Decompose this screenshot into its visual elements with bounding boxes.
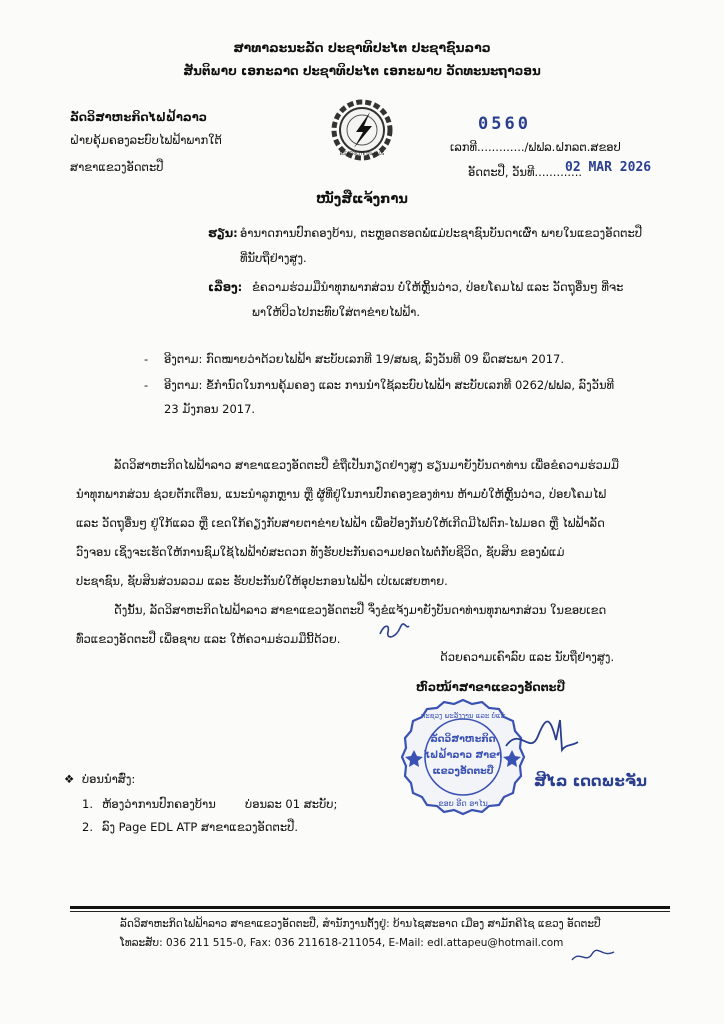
subject-label: ເລື່ອງ:: [208, 280, 243, 294]
body-p2-line1: ດັ່ງນັ້ນ, ລັດວິສາຫະກິດໄຟຟ້າລາວ ສາຂາແຂວງອັດຕະປື ຈຶ່ງຂໍແຈ້ງມາຍັງບັນດາທ່ານທຸກພາກສ່ວນ ໃນຂອບເຂດ: [114, 603, 607, 617]
reference-number: 0560: [478, 114, 531, 134]
stamp-center-line3: ແຂວງອັດຕະປື: [432, 766, 494, 777]
to-line2: ທີ່ນັບຖືຢ່າງສູງ.: [240, 251, 307, 265]
signer-position: ຫົວໜ້າສາຂາແຂວງອັດຕະປື: [416, 680, 565, 694]
edl-logo: [330, 98, 394, 162]
body-p1-line1: ລັດວິສາຫະກິດໄຟຟ້າລາວ ສາຂາແຂວງອັດຕະປື ຂໍຖືເປັນກຽດຢ່າງສູງ ຮຽນມາຍັງບັນດາທ່ານ ເພື່ອຂໍຄວາມຮ່ວມມື: [114, 458, 619, 472]
distribution-item-qty: ບ່ອນລະ 01 ສະບັບ;: [245, 797, 338, 811]
stamp-center-line2: ໄຟຟ້າລາວ ສາຂາ: [424, 750, 502, 761]
diamond-bullet-icon: ❖: [64, 772, 75, 786]
subject-line1: ຂໍຄວາມຮ່ວມມືນໍາທຸກພາກສ່ວນ ບໍ່ໃຫ້ຫຼິ້ນວ່າວ, ປ່ອຍໂຄມໄຟ ແລະ ວັດຖຸອື່ນໆ ທີ່ຈະ: [252, 280, 624, 294]
body-p1-line3: ແລະ ວັດຖຸອື່ນໆ ຢູ່ໃກ້ແລວ ຫຼື ເຂດໃກ້ຄຽງກັບສາຍຕາຂ່າຍໄຟຟ້າ ເພື່ອປ້ອງກັນບໍ່ໃຫ້ເກີດມີໄຟຕົກ-ໄຟມອດ ຫຼື ໄຟຟ້າລັດ: [76, 516, 605, 530]
initial-signature: [376, 620, 412, 642]
org-branch: ສາຂາແຂວງອັດຕະປື: [70, 160, 164, 174]
distribution-item: ລົງ Page EDL ATP ສາຂາແຂວງອັດຕະປື.: [102, 820, 298, 834]
legal-reference-2: ອີງຕາມ: ຂໍ້ກໍານົດໃນການຄຸ້ມຄອງ ແລະ ການນໍາໃຊ້ລະບົບໄຟຟ້າ ສະບັບເລກທີ 0262/ຟຟລ, ລົງວັນທີ: [164, 378, 615, 392]
footer-signature: [568, 944, 618, 968]
stamp-center-line1: ລັດວິສາຫະກິດ: [430, 734, 496, 745]
signer-name: ສີໄລ ເດດພະຈັນ: [534, 772, 647, 790]
subject-line2: ພາໃຫ້ປິວໄປກະທົບໃສ່ຕາຂ່າຍໄຟຟ້າ.: [252, 305, 421, 319]
distribution-title: ບ່ອນນໍາສົ່ງ:: [81, 772, 136, 786]
to-label: ຮຽນ:: [208, 226, 238, 240]
reference-bullet: -: [144, 378, 149, 392]
national-header-line2: ສັນຕິພາບ ເອກະລາດ ປະຊາທິປະໄຕ ເອກະພາບ ວັດທະນະຖາວອນ: [183, 64, 541, 78]
date-label: ອັດຕະປື, ວັນທີ.............: [468, 165, 583, 179]
body-p1-line2: ນໍາທຸກພາກສ່ວນ ຊ່ວຍຕັກເຕືອນ, ແນະນໍາລູກຫຼານ ຫຼື ຜູ້ທີ່ຢູ່ໃນການປົກຄອງຂອງທ່ານ ຫ້າມບໍ່ໃຫ້ຫຼິ້ນວ່າວ, ປ່ອຍໂຄມໄຟ: [76, 487, 607, 501]
distribution-title-row: [64, 772, 135, 786]
org-department: ຝ່າຍຄຸ້ມຄອງລະບົບໄຟຟ້າພາກໃຕ້: [70, 133, 222, 147]
legal-reference-2-continued: 23 ມັງກອນ 2017.: [164, 402, 256, 416]
org-name: ລັດວິສາຫະກິດໄຟຟ້າລາວ: [70, 110, 207, 124]
body-p1-line4: ວົງຈອນ ເຊິ່ງຈະເຮັດໃຫ້ການຊົມໃຊ້ໄຟຟ້າບໍ່ສະດວກ ທັງຮັບປະກັນຄວາມປອດໄພຕໍ່ກັບຊີວິດ, ຊັບສິນ ຂອງພໍ່ແມ່: [76, 545, 565, 559]
legal-reference-1: ອີງຕາມ: ກົດໝາຍວ່າດ້ວຍໄຟຟ້າ ສະບັບເລກທີ 19/ສພຊ, ລົງວັນທີ 09 ພຶດສະພາ 2017.: [164, 352, 565, 366]
stamp-bottom-text: ຂອບ ອີດ ອາໄນ: [438, 799, 488, 808]
distribution-item-number: 1.: [82, 797, 93, 811]
closing-regards: ດ້ວຍຄວາມເຄົາລົບ ແລະ ນັບຖືຢ່າງສູງ.: [440, 650, 615, 664]
national-header-line1: ສາທາລະນະລັດ ປະຊາທິປະໄຕ ປະຊາຊົນລາວ: [233, 40, 491, 55]
body-p1-line5: ປະຊາຊົນ, ຊັບສິນສ່ວນລວມ ແລະ ຮັບປະກັນບໍ່ໃຫ້ອຸປະກອນໄຟຟ້າ ເປ່ເພເສຍຫາຍ.: [76, 574, 448, 588]
distribution-item: ຫ້ອງວ່າການປົກຄອງບ້ານ: [102, 797, 216, 811]
reference-label: ເລກທີ............./ຟຟລ.ຝກລຕ.ສຂອປ: [450, 140, 621, 154]
date-value: 02 MAR 2026: [565, 160, 652, 175]
footer-address: ລັດວິສາຫະກິດໄຟຟ້າລາວ ສາຂາແຂວງອັດຕະປື, ສໍານັກງານຕັ້ງຢູ່: ບ້ານໄຊສະອາດ ເມືອງ ສາມັກຄີໄຊ ແຂວງ ອັດຕະປື: [120, 918, 601, 930]
handwritten-signature: [500, 706, 580, 766]
stamp-ring-text: ກະຊວງ ພະລັງງານ ແລະ ບໍ່ແຮ່: [420, 712, 506, 720]
footer-divider: [70, 906, 670, 909]
document-title: ໜັງສືແຈ້ງການ: [316, 192, 408, 207]
body-p2-line2: ທົ່ວແຂວງອັດຕະປື ເພື່ອຊາບ ແລະ ໃຫ້ຄວາມຮ່ວມມືນີ້ດ້ວຍ.: [76, 632, 341, 646]
reference-bullet: -: [144, 352, 149, 366]
footer-contact: ໂທລະສັບ: 036 211 515-0, Fax: 036 211618-211054, E-Mail: edl.attapeu@hotmail.com: [120, 937, 564, 949]
footer-divider-thin: [70, 911, 670, 912]
to-line1: ອໍານາດການປົກຄອງບ້ານ, ຕະຫຼອດຮອດພໍ່ແມ່ປະຊາຊົນບັນດາເຜົ່າ ພາຍໃນແຂວງອັດຕະປື: [240, 226, 643, 240]
logo-text: ELECTRICITE DU LAOS: [339, 151, 385, 156]
distribution-item-number: 2.: [82, 820, 93, 834]
